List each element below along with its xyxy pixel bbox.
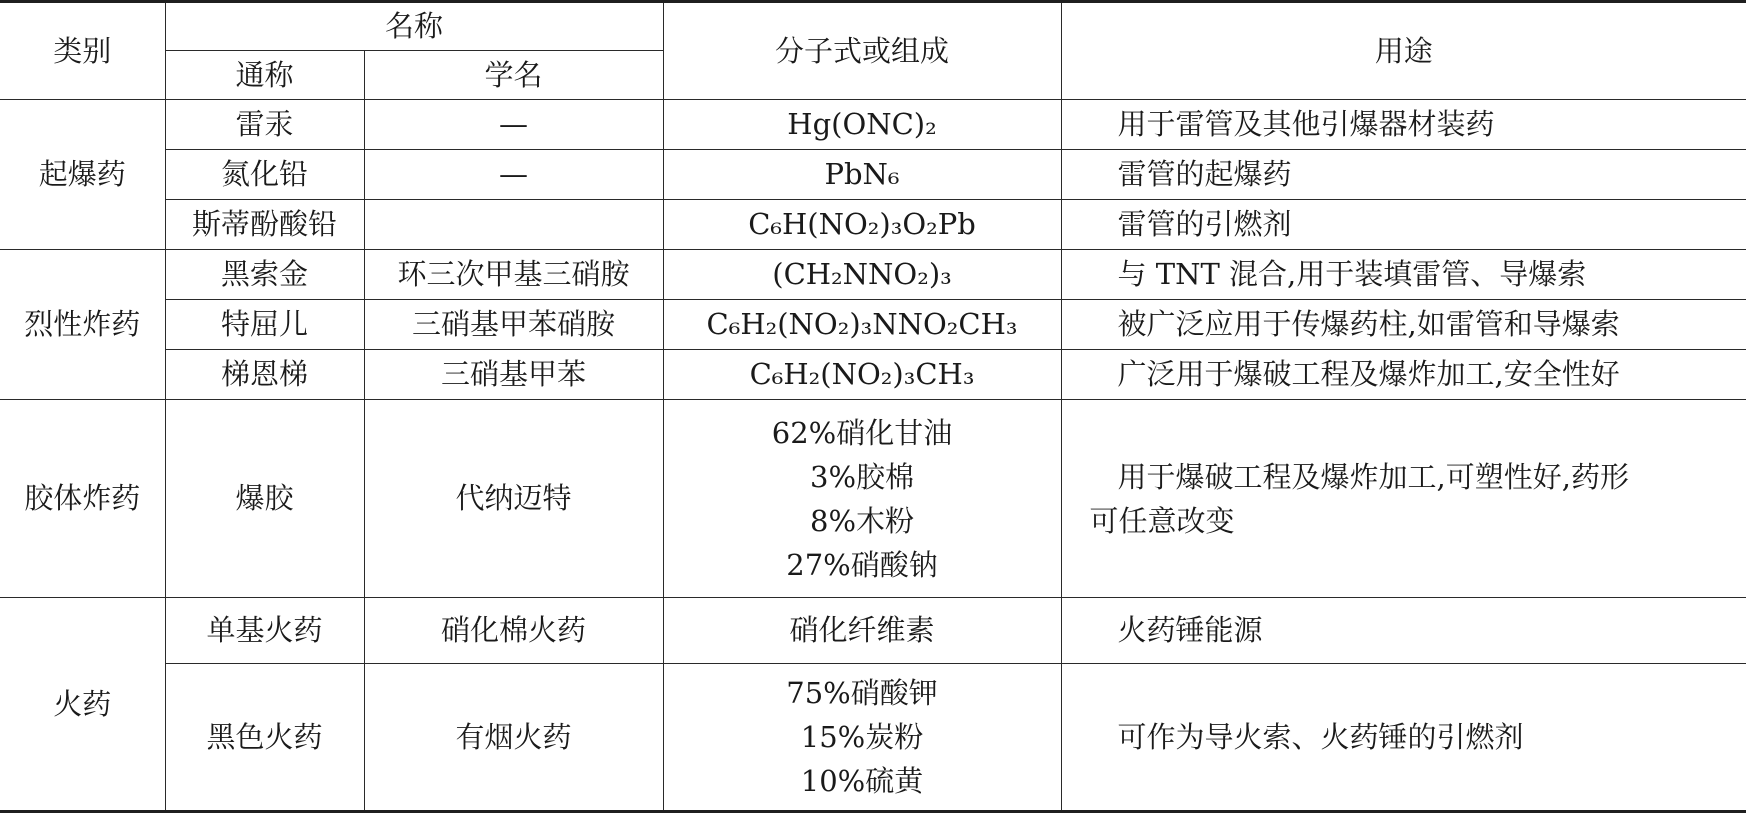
usage-cell: 用于雷管及其他引爆器材装药	[1061, 100, 1746, 150]
usage-cell: 火药锤能源	[1061, 598, 1746, 664]
header-scientific-name: 学名	[364, 51, 663, 100]
usage-cell: 雷管的起爆药	[1061, 150, 1746, 200]
formula-cell: (CH₂NNO₂)₃	[663, 250, 1061, 300]
scientific-name-cell: —	[364, 100, 663, 150]
scientific-name-cell: 有烟火药	[364, 664, 663, 812]
table-row	[0, 598, 1746, 664]
scientific-name-cell: 三硝基甲苯	[364, 350, 663, 400]
composition-line: 75%硝酸钾	[786, 676, 938, 710]
common-name-cell: 特屈儿	[165, 300, 364, 350]
composition-cell	[663, 664, 1061, 812]
common-name-cell: 雷汞	[165, 100, 364, 150]
table-row	[0, 250, 1746, 300]
scientific-name-cell: 环三次甲基三硝胺	[364, 250, 663, 300]
formula-cell: C₆H(NO₂)₃O₂Pb	[663, 200, 1061, 250]
common-name-cell: 爆胶	[165, 400, 364, 598]
header-category: 类别	[0, 2, 165, 100]
table-row	[0, 350, 1746, 400]
formula-cell: 硝化纤维素	[663, 598, 1061, 664]
scientific-name-cell: —	[364, 150, 663, 200]
header-common-name: 通称	[165, 51, 364, 100]
composition-cell	[663, 400, 1061, 598]
scientific-name-cell: 硝化棉火药	[364, 598, 663, 664]
composition-line: 8%木粉	[810, 503, 915, 538]
category-cell: 烈性炸药	[0, 250, 165, 400]
usage-cell: 与 TNT 混合,用于装填雷管、导爆索	[1061, 250, 1746, 300]
header-formula: 分子式或组成	[663, 2, 1061, 100]
composition-line: 15%炭粉	[800, 720, 924, 754]
table-row	[0, 664, 1746, 812]
table-row	[0, 300, 1746, 350]
usage-cell: 可作为导火索、火药锤的引燃剂	[1061, 664, 1746, 812]
header-row	[0, 2, 1746, 51]
table-row	[0, 100, 1746, 150]
category-cell: 胶体炸药	[0, 400, 165, 598]
composition-line: 10%硫黄	[800, 764, 924, 798]
table-row	[0, 200, 1746, 250]
scientific-name-cell: 三硝基甲苯硝胺	[364, 300, 663, 350]
composition-line: 62%硝化甘油	[771, 415, 953, 450]
composition-line: 3%胶棉	[810, 459, 915, 494]
scientific-name-cell	[364, 200, 663, 250]
header-usage: 用途	[1061, 2, 1746, 100]
table-row	[0, 400, 1746, 598]
category-cell: 火药	[0, 598, 165, 812]
formula-cell: C₆H₂(NO₂)₃CH₃	[663, 350, 1061, 400]
usage-line: 可任意改变	[1089, 503, 1235, 538]
composition-line: 27%硝酸钠	[786, 547, 938, 582]
common-name-cell: 梯恩梯	[165, 350, 364, 400]
common-name-cell: 斯蒂酚酸铅	[165, 200, 364, 250]
formula-cell: PbN₆	[663, 150, 1061, 200]
common-name-cell: 单基火药	[165, 598, 364, 664]
usage-cell: 雷管的引燃剂	[1061, 200, 1746, 250]
formula-cell: Hg(ONC)₂	[663, 100, 1061, 150]
usage-cell: 广泛用于爆破工程及爆炸加工,安全性好	[1061, 350, 1746, 400]
table-row	[0, 150, 1746, 200]
category-cell: 起爆药	[0, 100, 165, 250]
usage-cell: 被广泛应用于传爆药柱,如雷管和导爆索	[1061, 300, 1746, 350]
common-name-cell: 黑色火药	[165, 664, 364, 812]
common-name-cell: 氮化铅	[165, 150, 364, 200]
formula-cell: C₆H₂(NO₂)₃NNO₂CH₃	[663, 300, 1061, 350]
usage-cell	[1061, 400, 1746, 598]
usage-line: 用于爆破工程及爆炸加工,可塑性好,药形	[1117, 459, 1629, 494]
common-name-cell: 黑索金	[165, 250, 364, 300]
scientific-name-cell: 代纳迈特	[364, 400, 663, 598]
header-name: 名称	[165, 2, 663, 51]
